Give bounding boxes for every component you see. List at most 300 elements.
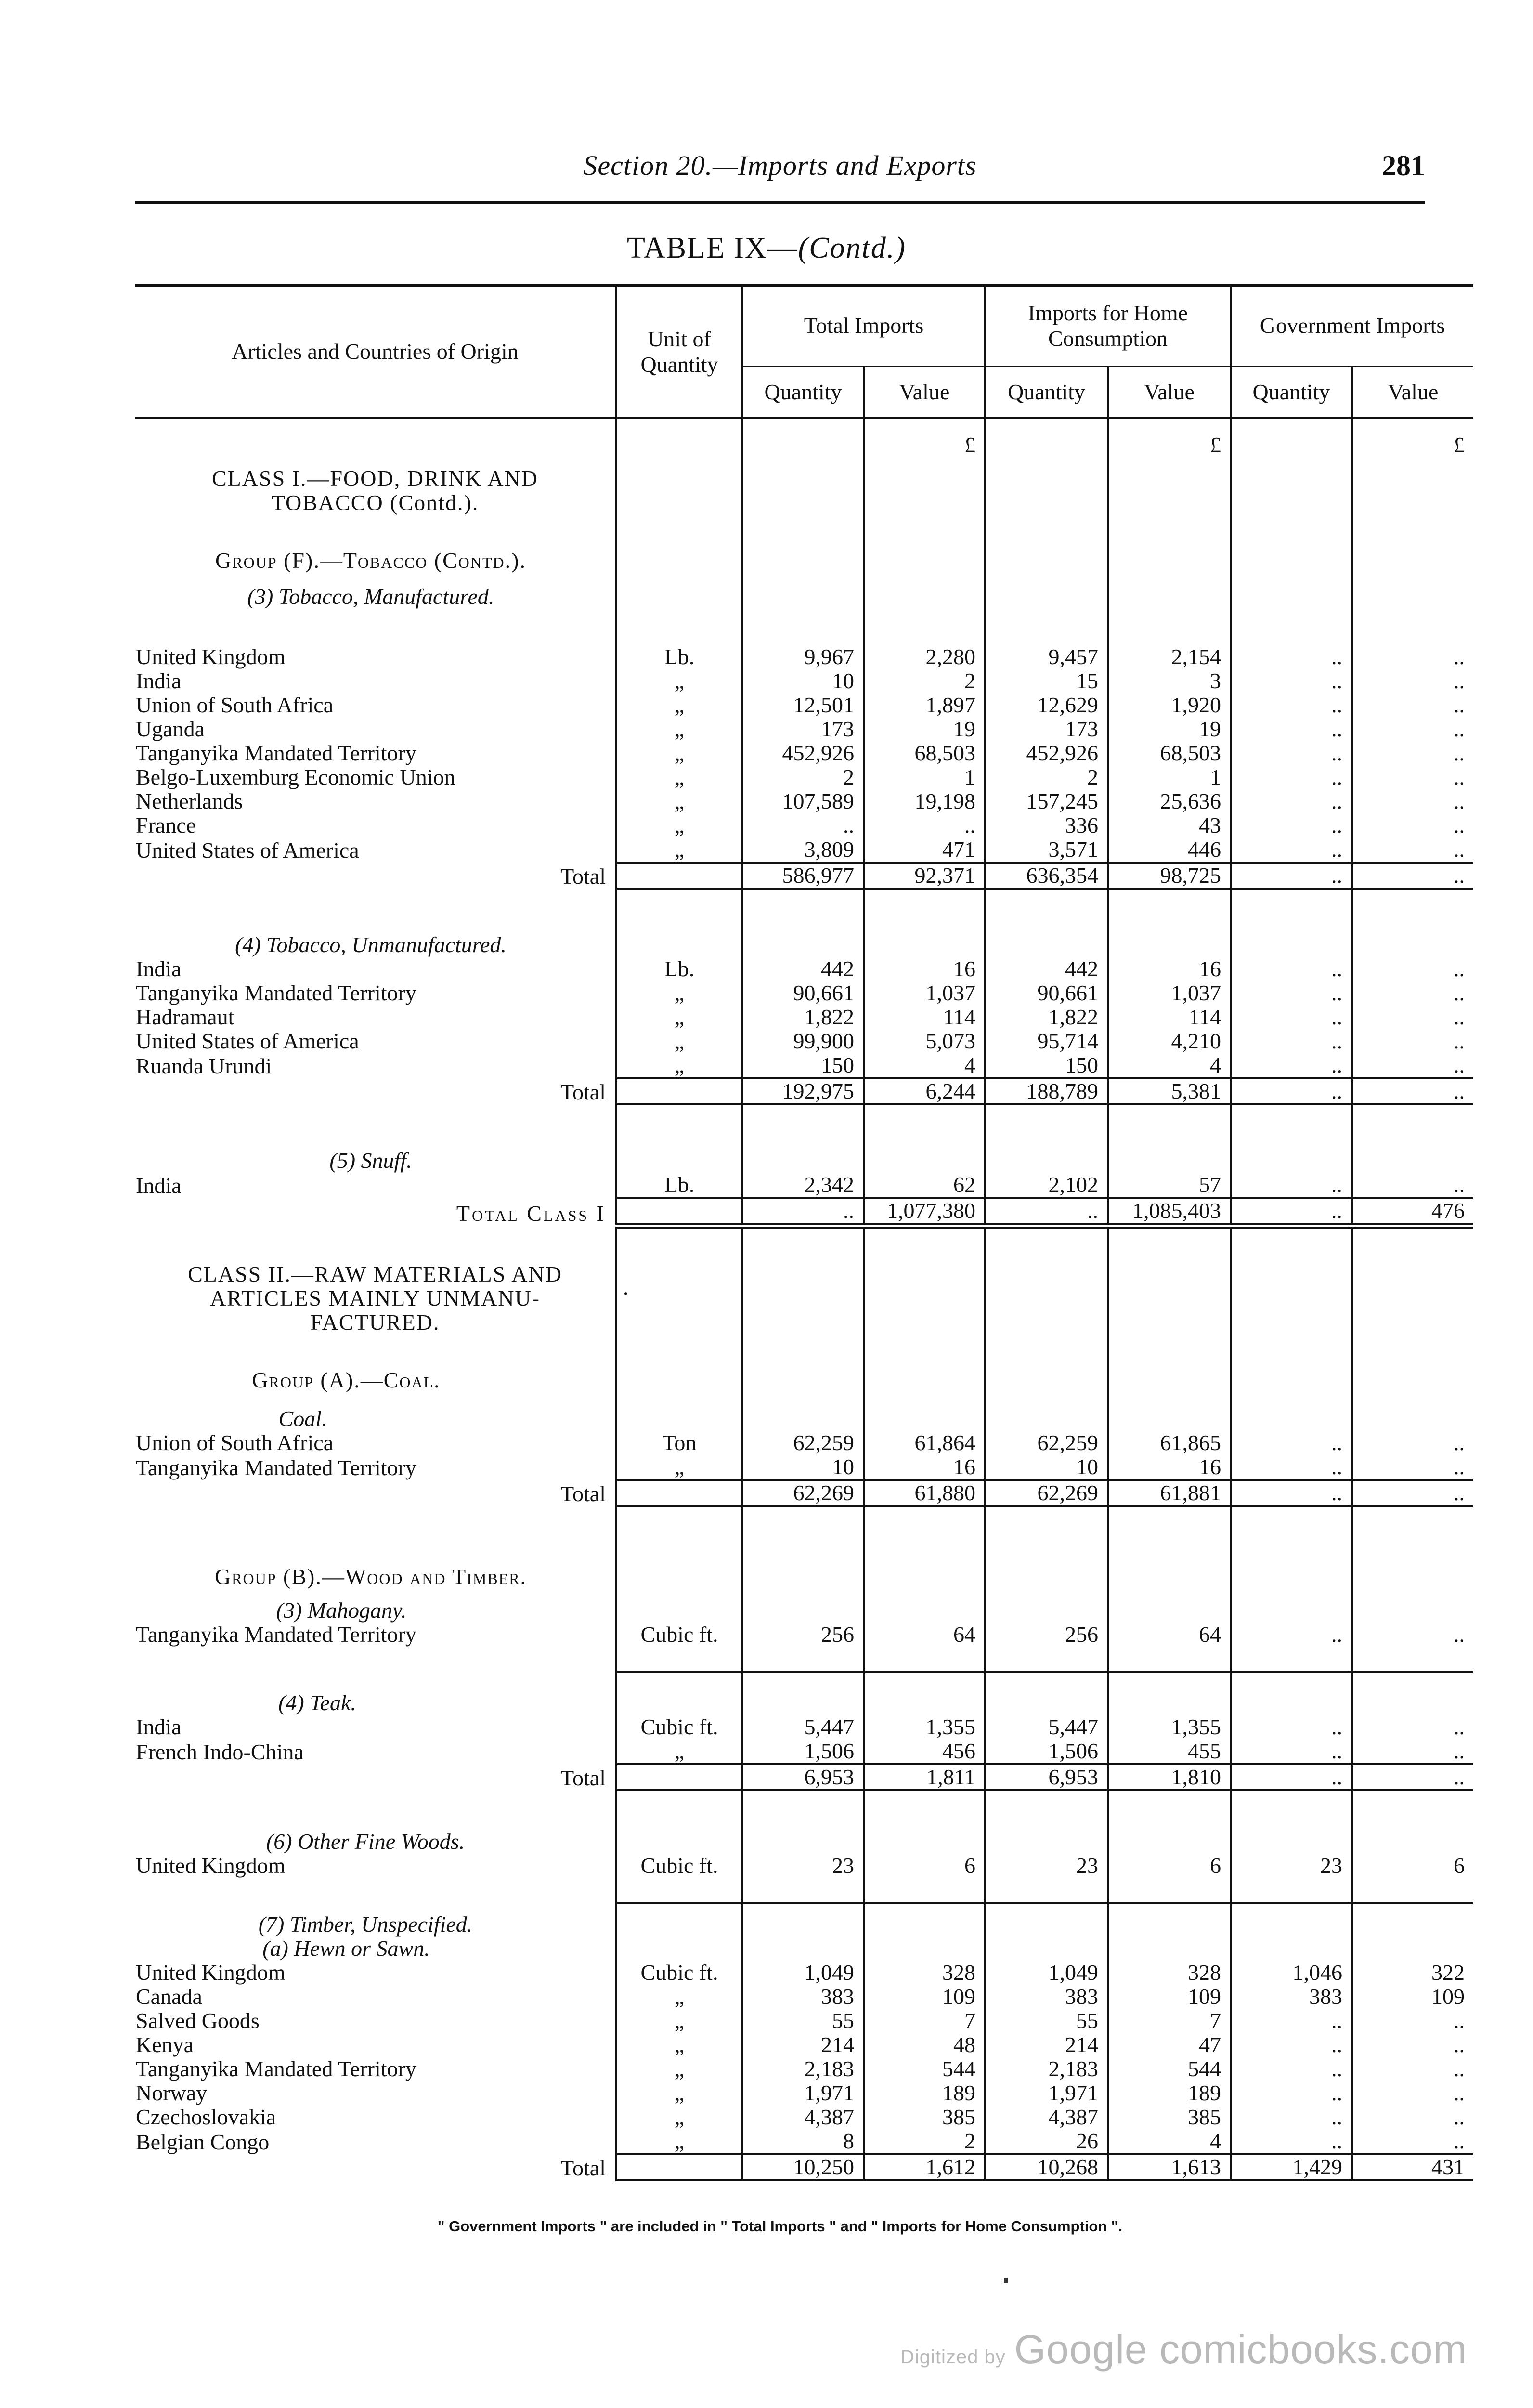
col-header-value: Value [1108,366,1231,419]
total-imports-quantity: 214 [742,2033,864,2057]
table-row [135,1173,1473,1198]
government-value: .. [1352,1764,1473,1790]
subsection-title: (4) Tobacco, Unmanufactured. [235,932,507,957]
home-consumption-value: 61,865 [1108,1431,1231,1455]
table-row [135,1739,1473,1764]
page-header [135,140,1425,202]
home-consumption-value: 43 [1108,813,1231,838]
country-name [135,789,616,813]
table-row [135,2057,1473,2081]
total-imports-value: 2 [864,669,985,693]
government-value: .. [1352,1739,1473,1764]
table-row [135,789,1473,813]
country-label: Tanganyika Mandated Territory [136,1455,416,1480]
total-label: Total [560,2155,606,2180]
imports-table: Articles and Countries of Origin Unit of Quantity Total Imports Imports for Home Consumption Government Imports Quantity Value Quantity Value Quantity Value £ £ £ CLASS I.—FOOD, DRINK AND TOBACCO (Contd.). Group (F).—Tobacco (Contd.). (3) Tobacco, Manufactured. United Kingdom Lb. 9,967 2,280 9,457 2,154 .. .. India „ 10 2 15 3 .. .. Union of South Africa „ 12,501 1,897 12,629 1,920 .. .. Uganda „ 173 19 173 19 .. .. Tanganyika Mandated Territory „ 452,926 68,503 452,926 68,503 .. .. Belgo-Luxemburg Economic Union „ 2 1 2 1 .. .. Netherlands „ 107,589 19,198 157,245 25,636 .. .. France „ .. .. 336 43 .. .. United States of America „ 3,809 471 3,571 446 .. .. Total 586,977 92,371 636,354 98,725 .. .. (4) Tobacco, Unmanufactured. India Lb. 442 16 442 16 .. .. Tanganyika Mandated Territory „ 90,661 1,037 90,661 1,037 .. .. Hadramaut „ 1,822 114 1,822 114 .. .. United States of America „ 99,900 5,073 95,714 4,210 .. .. Ruanda Urundi „ 150 4 150 4 .. .. Total 192,975 6,244 188,789 5,381 .. .. (5) Snuff. India Lb. 2,342 62 2,102 57 .. .. Total Class I .. 1,077,380 .. 1,085,403 .. 476 CLASS II.—RAW MATERIALS AND ARTICLES MAINLY UNMANU-FACTURED. · Group (A).—Coal. Coal. Union of South Africa Ton 62,259 61,864 62,259 61,865 .. .. Tanganyika Mandated Territory „ 10 16 10 16 .. .. Total 62,269 61,880 62,269 61,881 .. .. Group (B).—Wood and Timber. (3) Mahogany. Tanganyika Mandated Territory Cubic ft. 256 64 256 64 .. .. (4) Teak. India Cubic ft. 5,447 1,355 5,447 1,355 .. .. French Indo-China „ 1,506 456 1,506 455 .. .. Total 6,953 1,811 6,953 1,810 .. .. (6) Other Fine Woods. United Kingdom Cubic ft. 23 6 23 6 23 6 (7) Timber, Unspecified. (a) Hewn or Sawn. United Kingdom Cubic ft. 1,049 328 1,049 328 1,046 322 Canada „ 383 109 383 109 383 109 Salved Goods „ 55 7 55 7 .. .. Kenya „ 214 48 214 47 .. .. Tanganyika Mandated Territory „ 2,183 544 2,183 544 .. .. Norway „ 1,971 189 1,971 189 .. .. Czechoslovakia „ 4,387 385 4,387 385 .. .. Belgian Congo „ 8 2 26 4 .. .. Total 10,250 1,612 10,268 1,613 1,429 431 [135,284,1473,2181]
home-consumption-value: 61,881 [1108,1480,1231,1506]
home-consumption-value: 1,037 [1108,981,1231,1005]
country-label: India [136,668,182,693]
country-name [135,765,616,789]
government-value: .. [1352,1480,1473,1506]
table-row [135,2033,1473,2057]
total-imports-quantity: 10 [742,669,864,693]
country-label: Union of South Africa [136,692,334,717]
home-consumption-quantity: 214 [985,2033,1108,2057]
teak-rows [135,1715,1473,1764]
currency-symbol: £ [1352,419,1473,457]
government-value: .. [1352,693,1473,717]
home-consumption-quantity: 90,661 [985,981,1108,1005]
home-consumption-value: 328 [1108,1961,1231,1985]
mahogany-rows [135,1623,1473,1647]
table-row [135,1985,1473,2009]
total-imports-quantity: 256 [742,1623,864,1647]
unit-of-quantity: Ton [616,1431,742,1455]
home-consumption-quantity: 150 [985,1053,1108,1078]
total-imports-value: 385 [864,2105,985,2129]
unit-of-quantity [616,1480,742,1506]
home-consumption-value: 114 [1108,1005,1231,1029]
table-row [135,838,1473,863]
government-value: .. [1352,1715,1473,1739]
government-quantity: .. [1231,1078,1352,1104]
country-label: United Kingdom [136,1960,286,1985]
table-row [135,669,1473,693]
government-quantity: .. [1231,813,1352,838]
total-imports-value: 64 [864,1623,985,1647]
home-consumption-quantity: 1,049 [985,1961,1108,1985]
home-consumption-quantity: 636,354 [985,863,1108,889]
country-label: Czechoslovakia [136,2104,276,2129]
government-quantity: .. [1231,765,1352,789]
government-quantity: .. [1231,863,1352,889]
government-quantity: .. [1231,2033,1352,2057]
table-row [135,1623,1473,1647]
home-consumption-quantity: 26 [985,2129,1108,2154]
total-imports-quantity: .. [742,1198,864,1226]
total-row [135,2154,1473,2180]
stray-mark [1004,2278,1008,2283]
total-imports-quantity: 23 [742,1854,864,1878]
total-imports-value: 1,355 [864,1715,985,1739]
country-name [135,1455,616,1480]
total-row [135,863,1473,889]
home-consumption-value: 5,381 [1108,1078,1231,1104]
government-quantity: .. [1231,2009,1352,2033]
col-header-home-consumption: Imports for Home Consumption [985,286,1231,366]
total-imports-value: 6,244 [864,1078,985,1104]
country-name [135,1739,616,1764]
country-label: Union of South Africa [136,1430,334,1455]
government-value: .. [1352,669,1473,693]
col-header-value: Value [1352,366,1473,419]
home-consumption-value: 57 [1108,1173,1231,1198]
home-consumption-quantity: .. [985,1198,1108,1226]
government-value: .. [1352,1173,1473,1198]
total-imports-quantity: 192,975 [742,1078,864,1104]
total-imports-quantity: 99,900 [742,1029,864,1053]
unit-of-quantity: „ [616,1053,742,1078]
currency-symbol: £ [1108,419,1231,457]
country-name [135,2057,616,2081]
country-label: United Kingdom [136,1853,286,1878]
coal-rows [135,1431,1473,1480]
country-label: Belgo-Luxemburg Economic Union [136,764,455,789]
table-title [0,231,1533,265]
subsection-title: (7) Timber, Unspecified. [258,1911,473,1937]
col-header-government: Government Imports [1231,286,1473,366]
country-label: United Kingdom [136,644,286,669]
home-consumption-quantity: 452,926 [985,741,1108,765]
government-value: 6 [1352,1854,1473,1878]
home-consumption-quantity: 3,571 [985,838,1108,863]
home-consumption-quantity: 336 [985,813,1108,838]
country-label: Uganda [136,716,205,741]
table-row [135,645,1473,669]
total-imports-value: 456 [864,1739,985,1764]
country-name [135,1173,616,1198]
government-quantity: .. [1231,981,1352,1005]
country-name [135,1854,616,1878]
government-quantity: .. [1231,645,1352,669]
country-name [135,838,616,863]
government-value: .. [1352,1005,1473,1029]
government-value: 476 [1352,1198,1473,1226]
grand-total-row [135,1198,1473,1226]
col-header-total-imports: Total Imports [742,286,985,366]
country-label: France [136,812,196,838]
home-consumption-value: 544 [1108,2057,1231,2081]
watermark-digitized: Digitized by [900,2346,1006,2368]
total-imports-quantity: 90,661 [742,981,864,1005]
government-value: .. [1352,2057,1473,2081]
total-row [135,1764,1473,1790]
country-name [135,1623,616,1647]
government-quantity: .. [1231,1029,1352,1053]
government-value: 322 [1352,1961,1473,1985]
col-header-unit: Unit of Quantity [616,286,742,419]
government-value: .. [1352,1053,1473,1078]
total-imports-quantity: 62,259 [742,1431,864,1455]
home-consumption-quantity: 4,387 [985,2105,1108,2129]
government-value: .. [1352,1078,1473,1104]
unit-of-quantity: „ [616,693,742,717]
unit-of-quantity: „ [616,2105,742,2129]
country-label: Tanganyika Mandated Territory [136,740,416,765]
country-name [135,1961,616,1985]
country-name [135,981,616,1005]
total-imports-value: 92,371 [864,863,985,889]
col-header-quantity: Quantity [742,366,864,419]
country-label: Salved Goods [136,2008,260,2033]
col-header-articles: Articles and Countries of Origin [135,286,616,419]
header-rule [135,201,1425,204]
total-imports-quantity: 150 [742,1053,864,1078]
government-value: .. [1352,957,1473,981]
home-consumption-value: 4,210 [1108,1029,1231,1053]
home-consumption-value: 1,613 [1108,2154,1231,2180]
total-imports-value: 68,503 [864,741,985,765]
government-quantity: .. [1231,2129,1352,2154]
home-consumption-value: 446 [1108,838,1231,863]
table-row [135,1431,1473,1455]
table-title-text: TABLE IX— [626,232,798,264]
total-imports-quantity: 5,447 [742,1715,864,1739]
country-name [135,717,616,741]
government-quantity: .. [1231,2057,1352,2081]
home-consumption-quantity: 2,102 [985,1173,1108,1198]
country-name [135,2033,616,2057]
government-quantity: .. [1231,1198,1352,1226]
country-name [135,1005,616,1029]
home-consumption-quantity: 55 [985,2009,1108,2033]
watermark-text: Google comicbooks.com [1014,2327,1468,2372]
currency-symbol: £ [864,419,985,457]
home-consumption-value: 1,810 [1108,1764,1231,1790]
government-quantity: .. [1231,2105,1352,2129]
government-value: .. [1352,2081,1473,2105]
total-imports-value: 109 [864,1985,985,2009]
table-row [135,2105,1473,2129]
country-label: India [136,956,182,981]
unit-of-quantity: „ [616,669,742,693]
country-label: India [136,1173,182,1198]
unit-of-quantity [616,1078,742,1104]
home-consumption-quantity: 256 [985,1623,1108,1647]
government-value: .. [1352,789,1473,813]
unit-of-quantity: „ [616,765,742,789]
subsection-title: Coal. [278,1406,327,1431]
home-consumption-value: 68,503 [1108,741,1231,765]
home-consumption-value: 189 [1108,2081,1231,2105]
total-imports-quantity: 452,926 [742,741,864,765]
unit-of-quantity: Cubic ft. [616,1623,742,1647]
total-imports-quantity: 173 [742,717,864,741]
country-label: United States of America [136,1028,359,1053]
government-quantity: 383 [1231,1985,1352,2009]
unit-of-quantity: Lb. [616,645,742,669]
government-quantity: .. [1231,1455,1352,1480]
table-row [135,2081,1473,2105]
government-quantity: .. [1231,1715,1352,1739]
government-value: .. [1352,717,1473,741]
total-imports-quantity: 2,183 [742,2057,864,2081]
home-consumption-value: 16 [1108,957,1231,981]
government-quantity: .. [1231,741,1352,765]
table-title-contd: (Contd.) [798,232,907,264]
country-label: United States of America [136,838,359,863]
total-imports-value: 114 [864,1005,985,1029]
tobacco-unmanufactured-total [135,1078,1473,1129]
country-name [135,957,616,981]
total-imports-value: 7 [864,2009,985,2033]
table-row [135,1854,1473,1878]
subsection-subtitle: (a) Hewn or Sawn. [262,1936,430,1961]
unit-of-quantity [616,1198,742,1226]
country-name [135,669,616,693]
unit-of-quantity: „ [616,1029,742,1053]
government-quantity: .. [1231,1480,1352,1506]
country-label: Canada [136,1984,202,2009]
home-consumption-quantity: 10 [985,1455,1108,1480]
table-row [135,2009,1473,2033]
total-imports-value: 544 [864,2057,985,2081]
total-imports-value: 48 [864,2033,985,2057]
subsection-title: (5) Snuff. [329,1148,412,1173]
home-consumption-value: 109 [1108,1985,1231,2009]
country-label: Norway [136,2080,208,2105]
snuff-rows [135,1173,1473,1198]
table-row [135,1961,1473,1985]
total-imports-value: 471 [864,838,985,863]
home-consumption-value: 19 [1108,717,1231,741]
total-class-1 [135,1198,1473,1226]
unit-of-quantity: „ [616,838,742,863]
unit-of-quantity [616,863,742,889]
unit-of-quantity: „ [616,1455,742,1480]
table-row [135,1005,1473,1029]
home-consumption-quantity: 12,629 [985,693,1108,717]
tobacco-manufactured-rows [135,645,1473,863]
country-label: Tanganyika Mandated Territory [136,1622,416,1647]
total-imports-value: 5,073 [864,1029,985,1053]
total-imports-value: 1,811 [864,1764,985,1790]
country-name [135,1029,616,1053]
country-name [135,741,616,765]
total-row [135,1480,1473,1506]
total-imports-quantity: 586,977 [742,863,864,889]
total-imports-value: 19,198 [864,789,985,813]
government-value: .. [1352,1431,1473,1455]
total-imports-value: 1 [864,765,985,789]
coal-total [135,1480,1473,1531]
total-imports-value: 1,037 [864,981,985,1005]
home-consumption-value: 7 [1108,2009,1231,2033]
table-row [135,717,1473,741]
country-label: Kenya [136,2032,194,2057]
unit-of-quantity: Lb. [616,1173,742,1198]
unit-of-quantity: „ [616,813,742,838]
country-name [135,2129,616,2154]
country-label: Ruanda Urundi [136,1053,272,1078]
government-value: .. [1352,765,1473,789]
government-value: .. [1352,2009,1473,2033]
unit-of-quantity [616,1764,742,1790]
total-label: Total [560,1765,606,1790]
home-consumption-quantity: 15 [985,669,1108,693]
government-value: 109 [1352,1985,1473,2009]
unit-of-quantity: „ [616,789,742,813]
total-imports-value: 62 [864,1173,985,1198]
government-quantity: .. [1231,838,1352,863]
government-quantity: .. [1231,1173,1352,1198]
government-value: .. [1352,838,1473,863]
col-header-quantity: Quantity [1231,366,1352,419]
country-name [135,645,616,669]
government-quantity: 23 [1231,1854,1352,1878]
page-number: 281 [1382,150,1425,182]
total-imports-quantity: 2 [742,765,864,789]
total-imports-value: 328 [864,1961,985,1985]
home-consumption-quantity: 1,971 [985,2081,1108,2105]
unit-of-quantity: „ [616,981,742,1005]
unit-of-quantity: Lb. [616,957,742,981]
total-imports-quantity: 55 [742,2009,864,2033]
total-imports-quantity: 8 [742,2129,864,2154]
total-imports-value: 2 [864,2129,985,2154]
total-imports-value: 1,612 [864,2154,985,2180]
total-imports-quantity: 107,589 [742,789,864,813]
government-value: .. [1352,981,1473,1005]
government-quantity: .. [1231,1764,1352,1790]
home-consumption-quantity: 9,457 [985,645,1108,669]
government-quantity: .. [1231,1053,1352,1078]
total-imports-quantity: 1,506 [742,1739,864,1764]
unit-of-quantity: „ [616,1005,742,1029]
total-label: Total Class I [456,1201,606,1226]
unit-of-quantity: „ [616,1739,742,1764]
total-label: Total [560,1079,606,1104]
total-imports-quantity: 1,822 [742,1005,864,1029]
government-value: .. [1352,1029,1473,1053]
government-value: .. [1352,2105,1473,2129]
home-consumption-quantity: 442 [985,957,1108,981]
subsection-title: (4) Teak. [278,1690,356,1715]
home-consumption-quantity: 383 [985,1985,1108,2009]
country-label: Netherlands [136,788,243,813]
total-imports-value: 16 [864,957,985,981]
total-imports-value: 61,880 [864,1480,985,1506]
total-imports-quantity: .. [742,813,864,838]
government-quantity: .. [1231,2081,1352,2105]
total-imports-value: 16 [864,1455,985,1480]
home-consumption-quantity: 6,953 [985,1764,1108,1790]
home-consumption-value: 25,636 [1108,789,1231,813]
home-consumption-value: 3 [1108,669,1231,693]
table-row [135,1029,1473,1053]
government-quantity: .. [1231,717,1352,741]
section-title: Section 20.—Imports and Exports [583,150,977,181]
home-consumption-quantity: 5,447 [985,1715,1108,1739]
country-name [135,1985,616,2009]
home-consumption-quantity: 173 [985,717,1108,741]
total-imports-quantity: 383 [742,1985,864,2009]
government-quantity: 1,046 [1231,1961,1352,1985]
home-consumption-quantity: 1,822 [985,1005,1108,1029]
total-imports-quantity: 3,809 [742,838,864,863]
country-name [135,2009,616,2033]
total-label: Total [560,1481,606,1506]
unit-of-quantity: „ [616,2033,742,2057]
government-quantity: .. [1231,789,1352,813]
home-consumption-value: 2,154 [1108,645,1231,669]
home-consumption-quantity: 95,714 [985,1029,1108,1053]
total-imports-value: 2,280 [864,645,985,669]
country-label: Tanganyika Mandated Territory [136,980,416,1005]
unit-of-quantity: Cubic ft. [616,1961,742,1985]
total-imports-quantity: 10,250 [742,2154,864,2180]
home-consumption-value: 1,355 [1108,1715,1231,1739]
class-title: CLASS II.—RAW MATERIALS AND ARTICLES MAINLY UNMANU-FACTURED. [188,1261,562,1335]
total-imports-quantity: 10 [742,1455,864,1480]
home-consumption-quantity: 62,269 [985,1480,1108,1506]
watermark [900,2326,1468,2373]
total-imports-quantity: 1,049 [742,1961,864,1985]
group-title: Group (F).—Tobacco (Contd.). [215,548,526,573]
unit-of-quantity: „ [616,2009,742,2033]
total-imports-value: 1,077,380 [864,1198,985,1226]
home-consumption-value: 16 [1108,1455,1231,1480]
